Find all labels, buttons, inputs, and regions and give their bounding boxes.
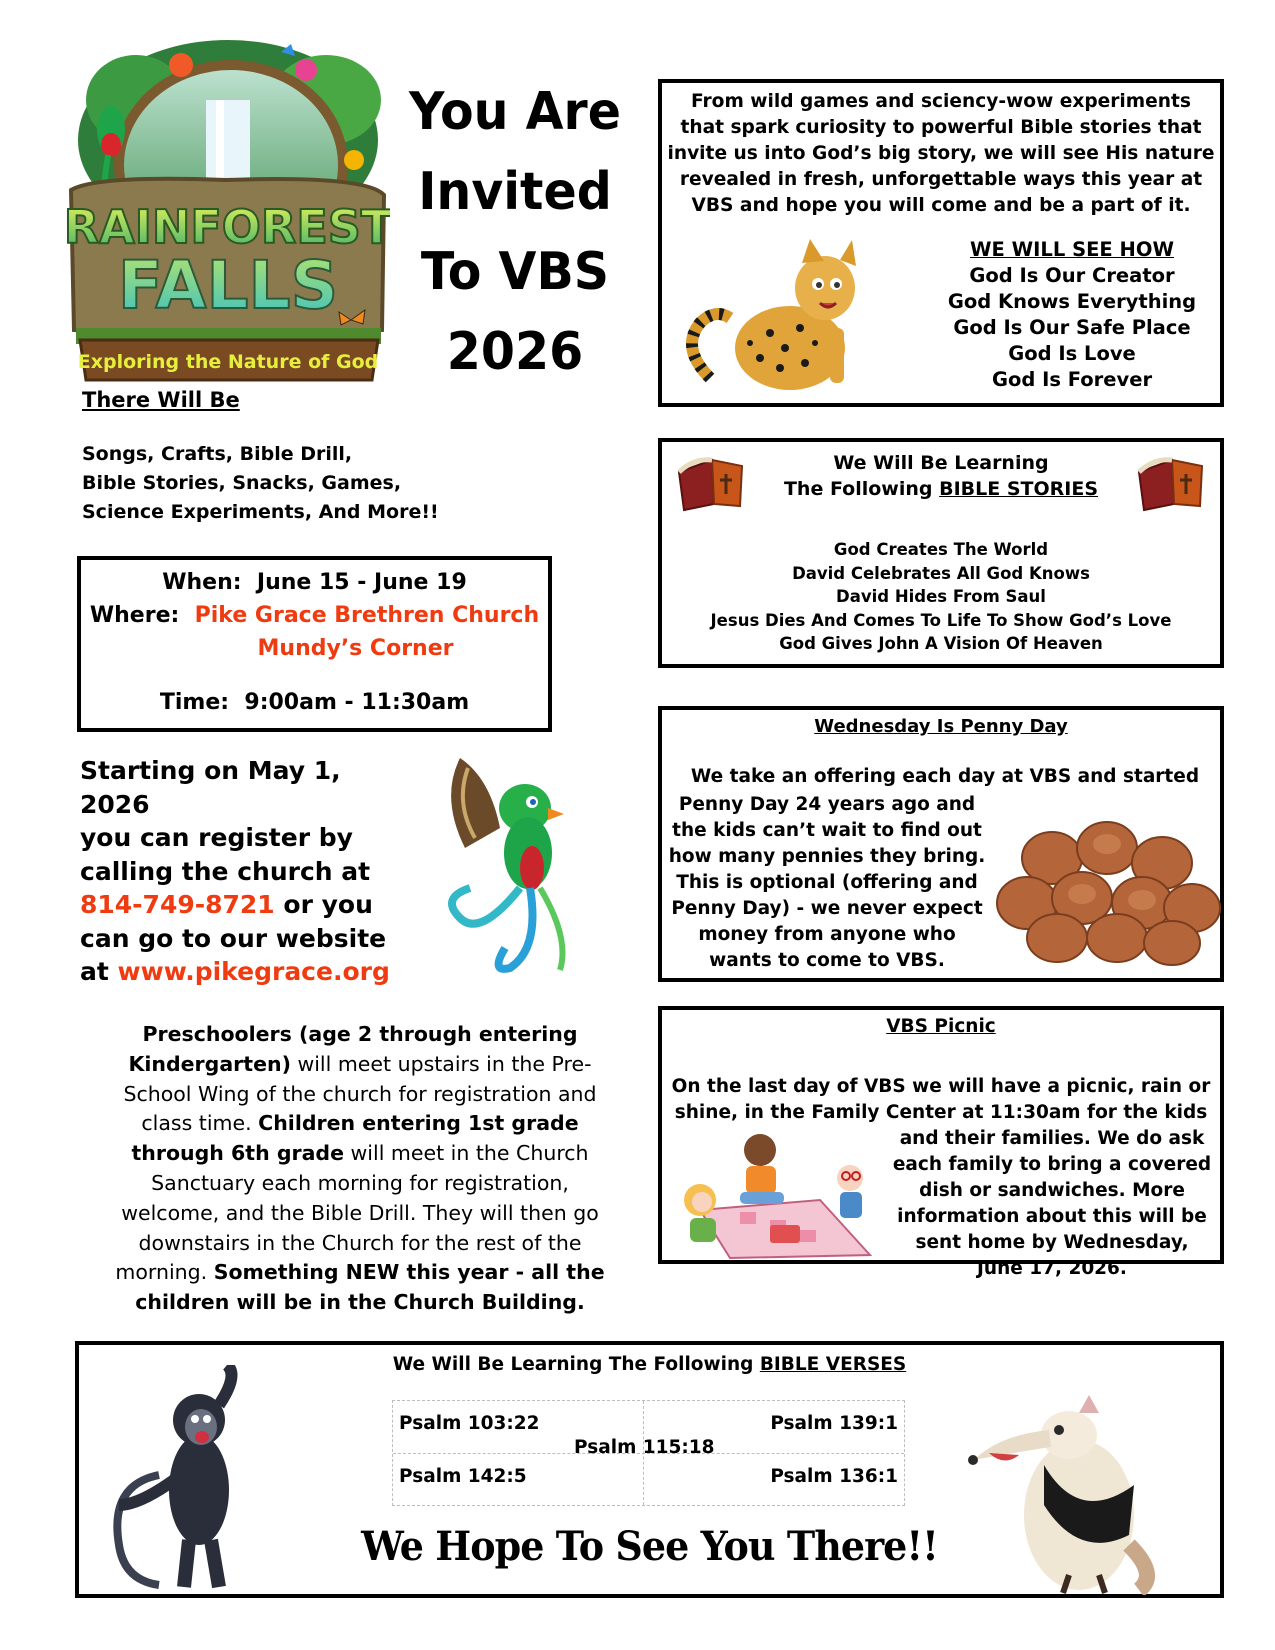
see-how-item: God Is Love	[1008, 342, 1136, 365]
picnic-first-lines: On the last day of VBS we will have a picnic, rain or shine, in the Family Center at 11:30am for the kids	[671, 1076, 1211, 1123]
penny-day-text: Penny Day 24 years ago and the kids can’t wait to find out how many pennies they bring. This is optional (offering and Penny Day) - we never expect money from anyone who wants to come to VBS.	[668, 794, 986, 971]
intro-box	[658, 79, 1224, 407]
bible-stories-box	[658, 438, 1224, 668]
ocelot-icon	[680, 228, 880, 398]
when-value: June 15 - June 19	[256, 570, 467, 595]
intro-paragraph: From wild games and sciency-wow experiments that spark curiosity to powerful Bible stories that invite us into God’s big story, we will see His nature revealed in fresh, unforgettable ways this year at VBS and hope you will come and be a part of it.	[667, 91, 1215, 216]
time-line	[81, 686, 548, 719]
activities-line: Songs, Crafts, Bible Drill,	[82, 443, 353, 465]
activities-list	[82, 440, 439, 527]
penny-day-title: Wednesday Is Penny Day	[814, 716, 1068, 737]
title-line: To VBS	[420, 241, 610, 302]
story-item: David Celebrates All God Knows	[792, 563, 1090, 583]
see-how-item: God Is Our Safe Place	[953, 316, 1191, 339]
activities-line: Science Experiments, And More!!	[82, 501, 439, 523]
title-line: Invited	[418, 161, 612, 222]
see-how-item: God Is Our Creator	[969, 264, 1175, 287]
bible-stories-heading: We Will Be Learning The Following BIBLE STORIES	[783, 452, 1099, 500]
pennies-pile-illustration	[992, 818, 1222, 968]
bible-stories-list	[662, 538, 1220, 656]
time-value: 9:00am - 11:30am	[244, 690, 470, 715]
penny-day-box	[658, 706, 1224, 982]
see-how-item: God Knows Everything	[947, 290, 1197, 313]
vbs-picnic-box	[658, 1006, 1224, 1279]
event-details-box	[77, 556, 552, 732]
bible-verses-table	[392, 1400, 905, 1506]
when-line	[81, 566, 548, 599]
phone-number[interactable]: 814-749-8721	[80, 890, 275, 919]
see-how-heading: WE WILL SEE HOW	[970, 238, 1174, 261]
registration-line: Starting on May 1, 2026	[80, 756, 341, 819]
invitation-title	[400, 72, 630, 392]
time-label: Time:	[159, 690, 230, 715]
activities-heading: There Will Be	[82, 388, 240, 412]
title-line: 2026	[446, 321, 584, 382]
bible-verses-heading: We Will Be Learning The Following BIBLE VERSES	[392, 1354, 907, 1375]
picnic-title: VBS Picnic	[886, 1016, 996, 1037]
logo-artwork-icon	[66, 30, 390, 385]
church-location: Mundy’s Corner	[257, 636, 454, 661]
registration-line: at www.pikegrace.org	[80, 957, 390, 986]
picnic-kids-illustration	[670, 1130, 890, 1260]
bible-verses-box	[75, 1341, 1224, 1598]
svg-text:FALLS: FALLS	[117, 247, 339, 324]
verse-item: Psalm 142:5	[399, 1466, 527, 1487]
activities-line: Bible Stories, Snacks, Games,	[82, 472, 402, 494]
rainforest-falls-logo	[66, 30, 390, 385]
picnic-text: and their families. We do ask each family to bring a covered dish or sandwiches. More information about this will be sent home by Wednesday, June 17, 2026.	[892, 1128, 1212, 1279]
penny-day-first-line: We take an offering each day at VBS and started	[690, 766, 1200, 787]
svg-text:RAINFOREST: RAINFOREST	[66, 200, 390, 254]
story-item: God Gives John A Vision Of Heaven	[779, 634, 1103, 653]
website-link[interactable]: www.pikegrace.org	[117, 957, 390, 986]
verse-item: Psalm 103:22	[399, 1413, 540, 1434]
when-label: When:	[162, 570, 242, 595]
age-groups-paragraph: Preschoolers (age 2 through entering Kindergarten) will meet upstairs in the Pre-School Wing of the church for registration and class time. Children entering 1st grade through 6th grade will meet in the Church Sanctuary each morning for registration, welcome, and the Bible Drill. They will then go downstairs in the Church for the rest of the morning. Something NEW this year - all the children will be in the Church Building.	[115, 1022, 605, 1315]
where-label: Where:	[89, 603, 180, 628]
quetzal-icon	[420, 738, 585, 978]
title-line: You Are	[409, 81, 621, 142]
where-line	[81, 599, 548, 632]
church-name: Pike Grace Brethren Church	[194, 603, 540, 628]
registration-line: you can register by	[80, 823, 353, 852]
quetzal-bird-illustration	[420, 738, 585, 978]
verse-item: Psalm 139:1	[770, 1413, 898, 1434]
svg-text:Exploring the Nature of God: Exploring the Nature of God	[77, 351, 379, 373]
story-item: David Hides From Saul	[836, 587, 1046, 606]
story-item: God Creates The World	[833, 540, 1049, 559]
verse-item: Psalm 115:18	[574, 1437, 715, 1458]
picnic-icon	[670, 1130, 890, 1260]
registration-info	[80, 754, 410, 989]
ocelot-illustration	[680, 228, 880, 398]
see-how-item: God Is Forever	[991, 368, 1153, 391]
story-item: Jesus Dies And Comes To Life To Show God’s Love	[710, 610, 1172, 630]
closing-message: We Hope To See You There!!	[361, 1523, 938, 1570]
registration-line: can go to our website	[80, 923, 387, 953]
verse-item: Psalm 136:1	[770, 1466, 898, 1487]
registration-line: calling the church at	[80, 856, 371, 886]
we-will-see-how-list	[922, 237, 1222, 393]
pennies-icon	[992, 818, 1222, 968]
registration-line: 814-749-8721 or you	[80, 890, 373, 919]
